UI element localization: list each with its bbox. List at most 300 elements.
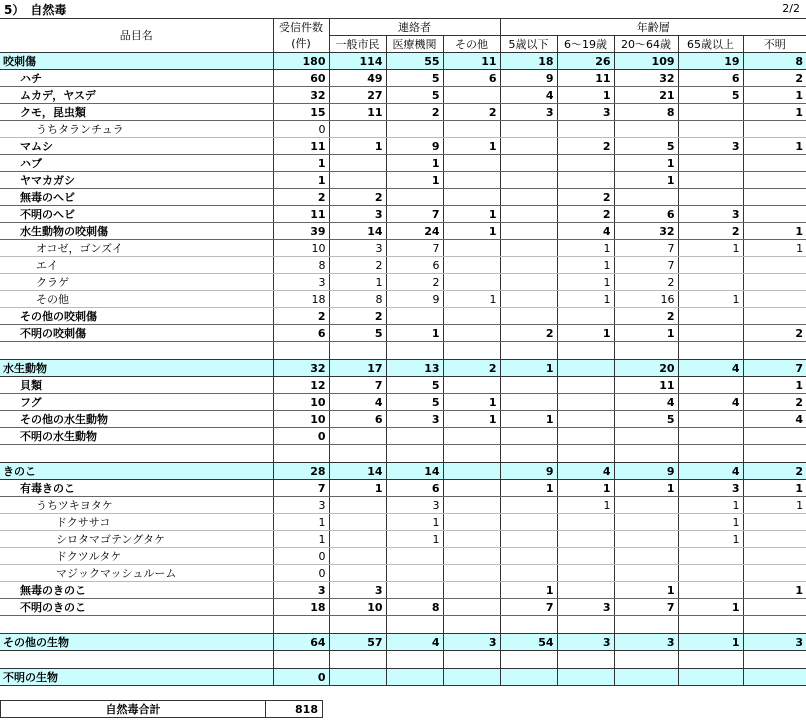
row-label: ハブ [0,155,273,172]
cell-value [557,428,614,445]
col-age-20-64: 20～64歳 [614,36,678,53]
cell-value: 1 [678,514,743,531]
row-label: 貝類 [0,377,273,394]
cell-value [500,514,557,531]
col-age-6-19: 6～19歳 [557,36,614,53]
cell-value [743,514,806,531]
col-item-header: 品目名 [0,19,273,53]
cell-value: 32 [614,223,678,240]
cell-value: 1 [500,360,557,377]
cell-value: 21 [614,87,678,104]
cell-value [557,121,614,138]
cell-value: 9 [500,70,557,87]
cell-value: 18 [273,599,329,616]
cell-value: 10 [329,599,386,616]
cell-value: 3 [743,634,806,651]
cell-value [329,428,386,445]
cell-value [443,514,500,531]
cell-value [614,669,678,686]
cell-value: 1 [273,531,329,548]
cell-value: 9 [614,463,678,480]
cell-value [500,223,557,240]
cell-value: 2 [743,463,806,480]
cell-value: 6 [614,206,678,223]
cell-value: 49 [329,70,386,87]
cell-value: 6 [386,257,443,274]
cell-value: 3 [386,497,443,514]
row-label: うちタランチュラ [0,121,273,138]
cell-value: 64 [273,634,329,651]
row-label: 不明のきのこ [0,599,273,616]
cell-value: 4 [743,411,806,428]
cell-value: 3 [500,104,557,121]
row-label: 不明の咬刺傷 [0,325,273,342]
cell-value: 1 [500,582,557,599]
row-label: きのこ [0,463,273,480]
cell-value [743,308,806,325]
cell-value: 60 [273,70,329,87]
table-row [0,121,806,138]
cell-value: 7 [614,240,678,257]
cell-value: 5 [614,138,678,155]
cell-value [743,669,806,686]
table-row [0,411,806,428]
cell-value: 1 [386,514,443,531]
cell-value: 3 [273,274,329,291]
row-label: その他の生物 [0,634,273,651]
cell-value [614,565,678,582]
cell-value: 1 [614,582,678,599]
cell-value [386,121,443,138]
spacer-row [0,445,806,463]
cell-value: 26 [557,53,614,70]
col-contact-other: その他 [443,36,500,53]
row-label: マジックマッシュルーム [0,565,273,582]
row-label: 不明のヘビ [0,206,273,223]
cell-value [500,497,557,514]
cell-value: 4 [557,463,614,480]
cell-value: 4 [678,463,743,480]
total-label: 自然毒合計 [1,701,266,718]
cell-value [386,428,443,445]
cell-value [743,531,806,548]
cell-value: 8 [614,104,678,121]
cell-value: 1 [743,223,806,240]
cell-value: 2 [743,394,806,411]
cell-value [743,189,806,206]
cell-value: 54 [500,634,557,651]
row-label: 無毒のきのこ [0,582,273,599]
cell-value [500,548,557,565]
cell-value [329,669,386,686]
spacer-row [0,342,806,360]
cell-value: 16 [614,291,678,308]
row-label: シロタマゴテングタケ [0,531,273,548]
cell-value: 4 [500,87,557,104]
table-row [0,104,806,121]
cell-value: 2 [743,70,806,87]
cell-value: 1 [743,582,806,599]
table-row [0,377,806,394]
cell-value: 1 [443,394,500,411]
cell-value [386,189,443,206]
cell-value: 1 [743,87,806,104]
cell-value: 1 [443,206,500,223]
table-row [0,87,806,104]
cell-value [743,206,806,223]
cell-value: 1 [678,599,743,616]
cell-value: 1 [743,377,806,394]
report-header [0,0,806,18]
cell-value [678,155,743,172]
cell-value: 2 [329,257,386,274]
cell-value [557,308,614,325]
cell-value [614,497,678,514]
cell-value: 4 [557,223,614,240]
table-row [0,582,806,599]
cell-value [678,411,743,428]
cell-value [557,394,614,411]
row-label: ムカデ，ヤスデ [0,87,273,104]
cell-value: 1 [678,291,743,308]
cell-value [500,189,557,206]
cell-value [614,531,678,548]
cell-value: 10 [273,394,329,411]
cell-value [443,428,500,445]
cell-value: 1 [678,240,743,257]
table-row [0,223,806,240]
cell-value: 3 [273,582,329,599]
cell-value [443,669,500,686]
category-row [0,360,806,377]
row-label: うちツキヨタケ [0,497,273,514]
table-row [0,70,806,87]
cell-value [678,582,743,599]
cell-value [743,565,806,582]
cell-value: 11 [329,104,386,121]
cell-value: 11 [557,70,614,87]
cell-value: 6 [386,480,443,497]
cell-value: 5 [386,70,443,87]
col-age-group: 年齢層 [500,19,806,36]
cell-value [678,669,743,686]
col-contact-public: 一般市民 [329,36,386,53]
cell-value: 7 [500,599,557,616]
cell-value [443,274,500,291]
row-label: ハチ [0,70,273,87]
cell-value [500,138,557,155]
cell-value [557,548,614,565]
cell-value [500,240,557,257]
cell-value: 14 [329,223,386,240]
cell-value [557,172,614,189]
cell-value: 39 [273,223,329,240]
natural-toxin-table [0,18,806,686]
cell-value: 1 [329,138,386,155]
cell-value: 3 [557,599,614,616]
page-number: 2/2 [782,2,800,15]
cell-value: 17 [329,360,386,377]
row-label: 咬刺傷 [0,53,273,70]
cell-value: 3 [273,497,329,514]
cell-value: 6 [678,70,743,87]
cell-value: 32 [273,87,329,104]
cell-value [678,172,743,189]
cell-value: 1 [557,240,614,257]
cell-value: 109 [614,53,678,70]
cell-value: 4 [386,634,443,651]
cell-value: 1 [678,497,743,514]
cell-value: 2 [557,138,614,155]
cell-value [443,497,500,514]
cell-value: 7 [273,480,329,497]
cell-value: 0 [273,121,329,138]
table-row [0,548,806,565]
cell-value: 5 [678,87,743,104]
col-contact-group: 連絡者 [329,19,500,36]
row-label: その他の咬刺傷 [0,308,273,325]
cell-value: 11 [443,53,500,70]
category-row [0,53,806,70]
row-label: クラゲ [0,274,273,291]
cell-value: 0 [273,565,329,582]
cell-value: 1 [273,155,329,172]
cell-value: 3 [386,411,443,428]
cell-value [743,257,806,274]
cell-value: 2 [557,189,614,206]
table-row [0,480,806,497]
row-label: エイ [0,257,273,274]
cell-value [557,377,614,394]
cell-value [743,291,806,308]
cell-value: 2 [614,274,678,291]
cell-value: 1 [557,325,614,342]
table-row [0,308,806,325]
cell-value: 12 [273,377,329,394]
cell-value [678,548,743,565]
row-label: マムシ [0,138,273,155]
cell-value: 1 [273,514,329,531]
cell-value: 5 [329,325,386,342]
cell-value: 1 [443,223,500,240]
cell-value: 1 [329,480,386,497]
cell-value: 11 [614,377,678,394]
cell-value: 14 [386,463,443,480]
cell-value [443,87,500,104]
category-row [0,634,806,651]
cell-value: 1 [386,155,443,172]
cell-value [557,531,614,548]
cell-value [678,257,743,274]
cell-value: 9 [386,291,443,308]
cell-value: 4 [678,394,743,411]
row-label: 無毒のヘビ [0,189,273,206]
col-contact-medical: 医療機関 [386,36,443,53]
cell-value: 1 [329,274,386,291]
cell-value [386,565,443,582]
cell-value [443,531,500,548]
cell-value [329,121,386,138]
cell-value: 24 [386,223,443,240]
cell-value: 18 [500,53,557,70]
cell-value: 3 [678,138,743,155]
cell-value: 4 [329,394,386,411]
cell-value: 2 [443,360,500,377]
cell-value: 10 [273,240,329,257]
cell-value: 2 [743,325,806,342]
cell-value: 1 [443,291,500,308]
cell-value: 8 [386,599,443,616]
cell-value: 2 [273,189,329,206]
table-row [0,206,806,223]
spacer-row [0,616,806,634]
cell-value [743,428,806,445]
col-age-under5: 5歳以下 [500,36,557,53]
cell-value: 14 [329,463,386,480]
cell-value: 3 [557,634,614,651]
table-row [0,172,806,189]
cell-value: 3 [614,634,678,651]
col-count-header-2: (件) [273,36,329,53]
row-label: 水生動物 [0,360,273,377]
cell-value [500,257,557,274]
cell-value [678,565,743,582]
cell-value [443,377,500,394]
cell-value: 3 [678,480,743,497]
cell-value: 114 [329,53,386,70]
cell-value: 6 [273,325,329,342]
cell-value: 1 [614,155,678,172]
cell-value: 27 [329,87,386,104]
cell-value: 9 [500,463,557,480]
row-label: 不明の水生動物 [0,428,273,445]
cell-value [500,377,557,394]
cell-value [678,325,743,342]
total-value: 818 [266,701,323,718]
cell-value [743,172,806,189]
cell-value: 1 [386,531,443,548]
cell-value [443,189,500,206]
cell-value: 3 [329,240,386,257]
section-title: 5） 自然毒 [4,3,67,17]
cell-value [678,121,743,138]
cell-value: 1 [678,634,743,651]
cell-value [743,274,806,291]
cell-value [500,531,557,548]
cell-value: 1 [500,411,557,428]
cell-value [500,308,557,325]
cell-value: 6 [329,411,386,428]
cell-value: 0 [273,669,329,686]
cell-value: 5 [386,394,443,411]
table-row [0,274,806,291]
cell-value: 1 [386,172,443,189]
cell-value: 9 [386,138,443,155]
cell-value [500,206,557,223]
cell-value [500,565,557,582]
cell-value [678,308,743,325]
cell-value [443,565,500,582]
cell-value: 7 [614,257,678,274]
cell-value: 2 [273,308,329,325]
cell-value: 1 [614,325,678,342]
cell-value [443,240,500,257]
row-label: ヤマカガシ [0,172,273,189]
cell-value: 32 [614,70,678,87]
cell-value: 7 [614,599,678,616]
cell-value: 1 [443,411,500,428]
row-label: 水生動物の咬刺傷 [0,223,273,240]
cell-value: 8 [329,291,386,308]
cell-value: 1 [557,257,614,274]
cell-value [500,172,557,189]
cell-value: 1 [743,497,806,514]
cell-value: 7 [386,240,443,257]
table-row [0,599,806,616]
cell-value: 5 [386,377,443,394]
cell-value [678,189,743,206]
cell-value: 2 [557,206,614,223]
cell-value [614,121,678,138]
table-row [0,325,806,342]
cell-value: 13 [386,360,443,377]
row-label: フグ [0,394,273,411]
cell-value [443,257,500,274]
cell-value [557,565,614,582]
row-label: クモ，昆虫類 [0,104,273,121]
cell-value [678,274,743,291]
table-row [0,394,806,411]
cell-value [557,411,614,428]
cell-value [500,291,557,308]
cell-value [678,104,743,121]
cell-value [329,531,386,548]
row-label: ドクササコ [0,514,273,531]
cell-value [329,548,386,565]
cell-value [500,669,557,686]
cell-value [443,121,500,138]
cell-value [500,428,557,445]
cell-value [500,155,557,172]
cell-value [678,377,743,394]
cell-value: 15 [273,104,329,121]
cell-value [557,360,614,377]
category-row [0,669,806,686]
cell-value: 20 [614,360,678,377]
cell-value [614,189,678,206]
cell-value [329,565,386,582]
row-label: その他の水生動物 [0,411,273,428]
cell-value [443,463,500,480]
table-row [0,189,806,206]
cell-value [614,548,678,565]
cell-value [329,172,386,189]
cell-value: 0 [273,548,329,565]
cell-value [329,514,386,531]
cell-value: 1 [743,104,806,121]
cell-value: 4 [678,360,743,377]
cell-value: 2 [614,308,678,325]
col-count-header-1: 受信件数 [273,19,329,36]
cell-value: 180 [273,53,329,70]
cell-value: 4 [614,394,678,411]
table-row [0,428,806,445]
cell-value: 2 [500,325,557,342]
cell-value: 5 [614,411,678,428]
cell-value: 1 [557,274,614,291]
cell-value: 8 [273,257,329,274]
cell-value: 11 [273,138,329,155]
